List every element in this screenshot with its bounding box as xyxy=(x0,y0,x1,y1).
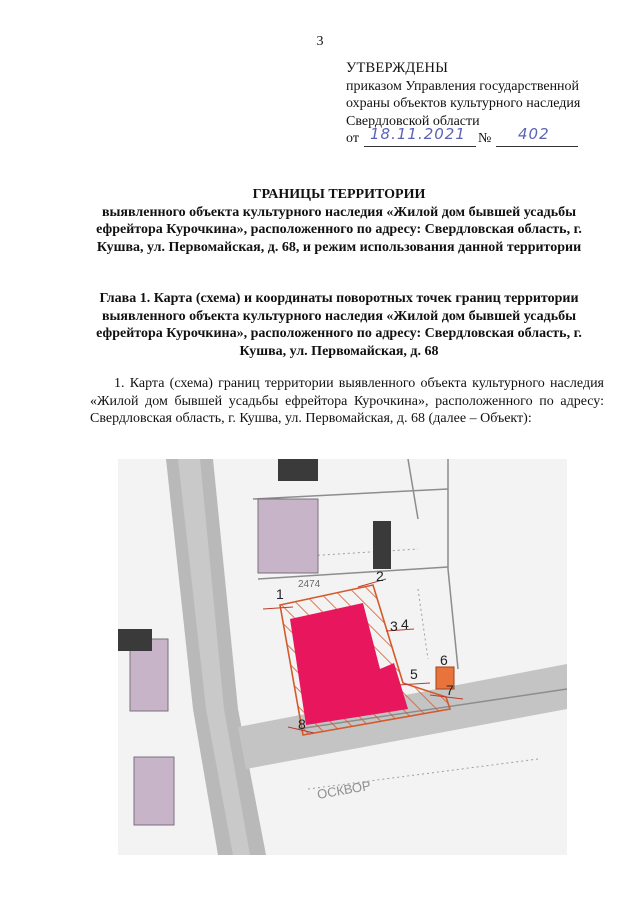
point-label-5: 5 xyxy=(410,666,418,682)
boundary-map xyxy=(118,459,567,855)
approval-date-row xyxy=(346,125,616,148)
approval-line-3: Свердловской области xyxy=(346,113,480,129)
date-blank-line xyxy=(364,146,476,147)
date-prefix: от xyxy=(346,131,359,146)
point-label-1: 1 xyxy=(276,586,284,602)
document-title xyxy=(76,186,602,257)
point-label-8: 8 xyxy=(298,716,306,732)
body-paragraph: 1. Карта (схема) границ территории выявленного объекта культурного наследия «Жилой дом бывшей усадьбы ефрейтора Курочкина», расположенного по адресу: Свердловская область, г. Кушва, ул. Первомайская, д. 68 (далее – Объект): xyxy=(90,376,604,427)
point-label-7: 7 xyxy=(446,682,454,698)
building-dark-3 xyxy=(118,629,152,651)
page-number: 3 xyxy=(316,34,324,49)
point-label-6: 6 xyxy=(440,652,448,668)
handwritten-date: 18.11.2021 xyxy=(370,125,466,143)
approval-heading: УТВЕРЖДЕНЫ xyxy=(346,60,449,76)
parcel-label: 2474 xyxy=(298,579,321,590)
handwritten-number: 402 xyxy=(518,125,550,143)
number-blank-line xyxy=(496,146,578,147)
point-label-4: 4 xyxy=(401,616,409,632)
approval-line-2: охраны объектов культурного наследия xyxy=(346,96,581,111)
building-lilac-1 xyxy=(258,499,318,573)
number-prefix: № xyxy=(478,131,492,146)
street-label: ОСКВОР xyxy=(315,777,372,802)
building-dark-1 xyxy=(278,459,318,481)
approval-block xyxy=(346,60,616,148)
chapter-heading: Глава 1. Карта (схема) и координаты поворотных точек границ территории выявленного объекта культурного наследия «Жилой дом бывшей усадьбы ефрейтора Курочкина», расположенного по адресу: Свердловская область, г. Кушва, ул. Первомайская, д. 68 xyxy=(96,291,582,360)
point-label-2: 2 xyxy=(376,568,384,584)
building-dark-2 xyxy=(373,521,391,569)
title-main: ГРАНИЦЫ ТЕРРИТОРИИ xyxy=(252,187,426,202)
building-lilac-3 xyxy=(134,757,174,825)
point-label-3: 3 xyxy=(390,618,398,634)
map-canvas xyxy=(118,459,567,855)
approval-line-1: приказом Управления государственной xyxy=(346,78,580,94)
title-subtitle: выявленного объекта культурного наследия «Жилой дом бывшей усадьбы ефрейтора Курочкина», расположенного по адресу: Свердловская область, г. Кушва, ул. Первомайская, д. 68, и режим использования данной территории xyxy=(96,204,582,256)
